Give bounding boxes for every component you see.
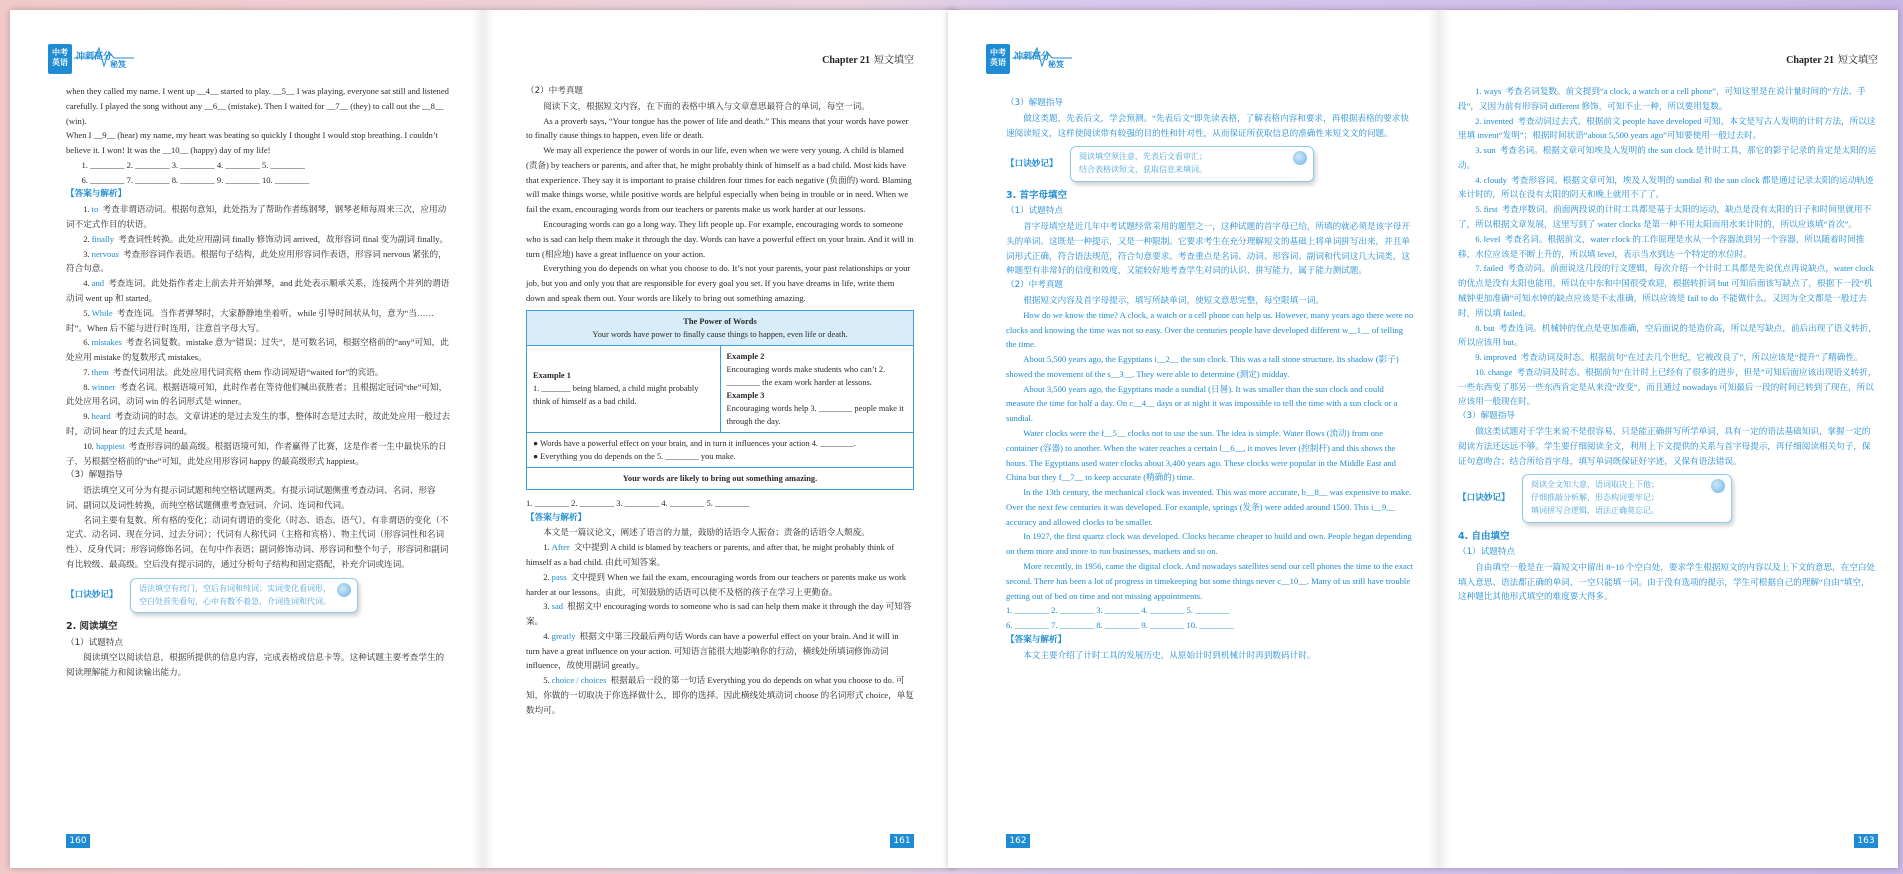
- answer-item: [526, 599, 914, 629]
- passage-paragraph: Encouraging words can go a long way. They lift people up. For example, encouraging words to someone who is sad can help them make it through the day. Words can have a powerful effect on your brain. And it will in turn (相应地) have a great influence on your action.: [526, 219, 914, 259]
- koujue-line: 语法填空有窍门，空后有词和纯词；实词变化看词形，: [139, 583, 331, 593]
- tips-heading: （3）解题指导: [1006, 98, 1064, 108]
- section-4-sub: （1）试题特点: [1458, 547, 1516, 558]
- bullet-cell: ● Words have a powerful effect on your brain, and in turn it influences your action 4. ________. ● Everything you do depends on the 5. ________ you make.: [527, 432, 914, 467]
- sub-heading: （2）中考真题: [1006, 280, 1064, 291]
- passage-line: when they called my name. I went up __4__ started to play. __5__ I was playing, everyone sat still and listened: [66, 86, 449, 96]
- answer-number: 3.: [1475, 145, 1482, 156]
- koujue-card: [1070, 146, 1314, 182]
- answer-word: happiest: [95, 440, 125, 451]
- answer-word: sad: [551, 601, 564, 612]
- answer-number: 8.: [83, 381, 90, 392]
- answer-explanation: 考查动词的时态。文章讲述的是过去发生的事，整体时态是过去时，故此处应用一般过去时，动词 hear 的过去式是 heard。: [66, 411, 451, 436]
- answer-explanation: 考查名词。根据文章可知埃及人发明的 the sun clock 是计时工具，那它的影子记录的肯定是太阳的运动。: [1458, 145, 1876, 170]
- section-3-text: 首字母填空是近几年中考试题经常采用的题型之一，这种试题的首字母已给，所填的就必须是该字母开头的单词。这既是一种提示，又是一种限制。它要求考生在充分理解短文的基础上将单词拼写出来，并且单词形式正确，符合语法规范，符合句意要求。考查重点是名词、动词、形容词、副词和代词这几大词类，这种题型有非常好的信度和效度，又能较好地考查学生对词的认识、拼写能力，属于能力测试题。: [1006, 221, 1410, 276]
- answer-explanation: 考查形容词的最高级。根据语境可知，作者赢得了比赛，这是作者一生中最快乐的日子，另根据空格前的“the”可知，此处应用形容词 happy 的最高级形式 happiest。: [66, 440, 447, 466]
- answer-explanation: 考查连词。此处指作者走上前去并开始弹琴，and 此处表示顺承关系，连接两个并列的谓语动词 went up 和 started。: [66, 278, 450, 303]
- answer-explanation: 考查形容词。根据文章可知，埃及人发明的 sundial 和 the sun clock 都是通过记录太阳的运动轨迹来计时的，所以在没有太阳的阴天和晚上就用不了了。: [1458, 174, 1874, 200]
- passage-paragraph: More recently, in 1956, came the digital clock. And nowadays satellites send our cell phones the time to the exact second. There has been a lot of progress in timekeeping but some things never c__10__. Many of us still have trouble getting out of bed on time and not missing appointments.: [1006, 561, 1414, 601]
- page-number: 161: [890, 834, 914, 848]
- section-3-heading: 3. 首字母填空: [1006, 189, 1068, 201]
- blank-lines: [66, 158, 452, 188]
- koujue-note: [66, 578, 452, 614]
- answer-explanation: 考查连词。当作者弹琴时，大家静静地坐着听，while 引导时间状从句，意为“当……时”。When 后不能与进行时连用，注意首字母大写。: [66, 307, 435, 333]
- answer-item: [66, 365, 452, 380]
- answer-item: [1458, 143, 1878, 173]
- answer-number: 6.: [1475, 233, 1482, 244]
- answer-word: sun: [1483, 145, 1496, 156]
- series-logo: [48, 44, 158, 84]
- right-spread: [948, 10, 1898, 868]
- answer-item: [1458, 350, 1878, 365]
- answer-intro: 本文是一篇议论文，阐述了语言的力量，鼓励的话语令人振奋；责备的话语令人颓废。: [543, 527, 870, 538]
- answer-word: to: [91, 204, 99, 215]
- blank-lines: 1. ________ 2. ________ 3. ________ 4. ________ 5. ________: [526, 497, 750, 508]
- passage-line: When I __9__ (hear) my name, my heart was beating so quickly I thought I would stop breathing. I couldn’t: [66, 130, 438, 141]
- answer-number: 5.: [83, 307, 90, 318]
- answer-explanation: 考查动词及时态。根据前句“在过去几个世纪，它被改良了”，所以应该是“提升”了精确性。: [1518, 352, 1863, 363]
- section-2-heading: 2. 阅读填空: [66, 621, 118, 633]
- passage-paragraph: We may all experience the power of words in our life, even when we were very young. A child is blamed (责备) by teachers or parents, and after that, he might probably think of himself as a bad child. Most kids have that experience. They say it is important to praise children four times for each negative (负面的) word. Blaming will make things worse, while positive words are helpful especially when being in trouble or in need. When we fail the exam, encouraging words from our teachers or parents make us work harder at our lessons.: [526, 145, 912, 215]
- series-logo: [986, 44, 1096, 84]
- answer-item: [1458, 84, 1878, 114]
- answer-item: [526, 570, 914, 600]
- answer-item: [66, 276, 452, 306]
- answer-number: 1.: [543, 542, 550, 553]
- tips-text: 做这类试题对于学生来说不是很容易，只是能正确拼写所学单词，具有一定的语法基础知识，掌握一定的阅读方法还远远不够。学生要仔细阅读全文，利用上下文提供的关系与首字母提示，再仔细阅读相关句子，保证句意吻合；结合所给首字母，填写单词既保证好字迹，又保有语法错误。: [1458, 425, 1871, 466]
- koujue-note: [1458, 474, 1878, 522]
- section-2-text: 阅读填空以阅读信息，根据所提供的信息内容，完成表格或信息卡等。这种试题主要考查学生的阅读理解能力和阅读输出能力。: [66, 652, 445, 678]
- tips-text: 做这类题，先表后文，学会预测。“先表后文”即先读表格，了解表格内容和要求，再根据表格的要求快速阅读短文，这样使阅读带有较强的目的性和针对性，从而保证所获取信息的准确性来短文文的问题。: [1006, 112, 1409, 138]
- koujue-line: 结合表格读短文，获取信息来填词。: [1079, 165, 1207, 175]
- answer-item: [66, 409, 452, 439]
- answer-item: [1458, 173, 1878, 203]
- koujue-line: 空白处首先看句，心中有数不着急，介词连词和代词。: [139, 596, 331, 606]
- page-160: [32, 10, 452, 868]
- answer-number: 2.: [1475, 115, 1482, 126]
- power-of-words-table: [526, 310, 914, 490]
- passage-line: believe it. I won! It was the __10__ (happy) day of my life!: [66, 145, 271, 156]
- koujue-card: [1522, 474, 1732, 522]
- answer-word: winner: [91, 381, 116, 392]
- logo-box: 中考 英语: [986, 44, 1010, 74]
- page-160-body: [66, 84, 452, 680]
- page-162: [984, 10, 1414, 868]
- koujue-line: 阅读全文知大意，语词取决上下他；: [1531, 480, 1659, 490]
- passage-paragraph: How do we know the time? A clock, a watch or a cell phone can help us. However, many years ago there were no clocks and knowing the time was not so easy. Over the centuries people have developed different w__1__ of telling the time.: [1006, 309, 1414, 350]
- answer-item: [66, 380, 452, 410]
- answer-explanation: 考查名词复数。mistake 意为“错误；过失”，是可数名词，根据空格前的“any”可知，此处应用 mistake 的复数形式 mistakes。: [66, 337, 449, 363]
- answer-number: 3.: [83, 248, 90, 259]
- section-4-text: 自由填空一般是在一篇短文中留出 8~10 个空白处，要求学生根据短文的内容以及上下文的意思，在空白处填入意思、语法都正确的单词，一空只能填一词。由于没有选项的提示，学生可根据自己的理解“自由”填空，这种题比其他形式填空的难度要大得多。: [1458, 561, 1876, 602]
- answer-explanation: 考查名词复数。前文提到“a clock, a watch or a cell phone”，可知这里是在说计量时间的“方法、手段”，又因为前有形容词 different 修饰，可知不止一种，所以要用复数。: [1458, 86, 1866, 111]
- example-1-cell: Example 1 1. _______ being blamed, a child might probably think of himself as a bad child.: [527, 345, 721, 432]
- reading-passage: [526, 114, 914, 306]
- answer-heading: 【答案与解析】: [526, 512, 587, 523]
- answer-number: 1.: [83, 204, 90, 215]
- answer-explanation: 考查动词过去式。根据前文 people have developed 可知，本文是写古人发明的计时方法，所以这里填 invent“发明”；根据时间状语“about 5,500 years ago”可知要使用一般过去时。: [1458, 115, 1876, 141]
- answer-item: [66, 306, 452, 336]
- answer-explanation: 考查序数词。前面两段说的计时工具都是基于太阳的运动，缺点是没有太阳的日子和时间里就用不了，所以根据文章发展，这里写到了 water clocks 是第一种不用太阳而用水来计时的，所以应该填“首次”。: [1458, 204, 1872, 230]
- logo-line2: 秘笈: [110, 60, 126, 69]
- instruction: 阅读下文，根据短文内容，在下面的表格中填入与文章意思最符合的单词，每空一词。: [543, 100, 870, 111]
- koujue-line: 填词拼写合逻辑，语法正确莫忘记。: [1531, 505, 1659, 515]
- passage-paragraph: In the 13th century, the mechanical clock was invented. This was more accurate, b__8__ was expensive to make. Over the next few centuries it was developed. For example, springs (发条) were added around 1500. This i__9__ accuracy and allowed clocks to be smaller.: [1006, 487, 1412, 527]
- logo-line1: 冲刺高分: [1014, 52, 1051, 62]
- answer-intro: 本文主要介绍了计时工具的发展历史，从原始计时到机械计时再到数码计时。: [1023, 649, 1316, 660]
- answer-word: After: [551, 542, 570, 553]
- answer-explanation: 考查动词。前面说这几段的行文逻辑，每次介绍一个计时工具都是先说优点再说缺点，water clock 的优点是没有太阳也能用，所以在中东和中国很受欢迎，根据转折词 but 可知后面该写缺点了，根据下一段“机械钟更加准确”可知水钟的缺点应该是不太准确，所以应该是 fail to do 不能做什么。又因为全文都是一般过去时，所以填 failed。: [1458, 263, 1874, 318]
- answer-item: [1458, 202, 1878, 232]
- page-number: 163: [1854, 834, 1878, 848]
- answer-item: [66, 335, 452, 365]
- answer-explanation: 根据文中第三段最后两句话 Words can have a powerful effect on your brain. And it will in turn have a great influence on your action. 可知语言能很大地影响你的行动，横线处所填词修饰动词 influence，故使用副词 greatly。: [526, 630, 899, 671]
- answer-number: 4.: [543, 630, 550, 641]
- answer-item: [526, 673, 914, 717]
- answer-explanation: 考查形容词作表语。根据句子结构，此处应用形容词作表语，形容词 nervous 紧张的，符合句意。: [66, 248, 447, 274]
- answer-list: [66, 202, 452, 468]
- answer-item: [66, 247, 452, 277]
- answer-number: 2.: [83, 233, 90, 244]
- table-title-cell: The Power of Words Your words have power to finally cause things to happen, even life or death.: [527, 310, 914, 345]
- answer-word: change: [1487, 366, 1513, 377]
- answer-word: improved: [1483, 352, 1517, 363]
- page-162-body: [1006, 96, 1414, 662]
- answer-number: 9.: [1475, 352, 1482, 363]
- answer-item: [66, 202, 452, 232]
- section-4-heading: 4. 自由填空: [1458, 530, 1510, 542]
- koujue-label: 【口诀妙记】: [66, 590, 118, 601]
- page-number: 160: [66, 834, 90, 848]
- table-footer: Your words are likely to bring out something amazing.: [527, 467, 914, 489]
- answer-word: and: [91, 278, 105, 289]
- answer-explanation: 考查动词及时态。根据前句“在计时上已经有了很多的进步，但是”可知后面应该出现语义转折，一些东西变了那另一些东西肯定是从来没“改变”，而且通过 nowadays 可知最后一段的时间已转到了现在，所以应该用一般现在时。: [1458, 366, 1877, 407]
- instruction: 根据短文内容及首字母提示，填写所缺单词，使短文意思完整，每空限填一词。: [1023, 294, 1324, 305]
- answer-word: mistakes: [91, 337, 122, 348]
- answer-word: While: [91, 307, 113, 318]
- passage-paragraph: About 3,500 years ago, the Egyptians made a sundial (日晷). It was smaller than the sun clock and could measure the time for half a day. On c__4__ days or at night it was impossible to tell the time with a sun clock or a sundial.: [1006, 383, 1398, 424]
- blank-line: 6. ________ 7. ________ 8. ________ 9. ________ 10. ________: [81, 174, 310, 185]
- answer-item: [1458, 261, 1878, 320]
- answer-word: heard: [91, 411, 111, 422]
- answer-word: greatly: [551, 630, 576, 641]
- answer-word: failed: [1483, 263, 1504, 274]
- answer-number: 4.: [1475, 174, 1482, 185]
- answer-number: 4.: [83, 278, 90, 289]
- passage-paragraph: As a proverb says, “Your tongue has the power of life and death.” This means that your words have power to finally cause things to happen, even life or death.: [526, 115, 909, 141]
- answer-explanation: 考查代词用法。此处应用代词宾格 them 作动词短语“waited for”的宾语。: [110, 366, 384, 377]
- sub-heading: （2）中考真题: [526, 86, 584, 96]
- reading-passage: [1006, 308, 1414, 604]
- answer-item: [1458, 232, 1878, 262]
- answer-item: [66, 439, 452, 469]
- passage-paragraph: About 5,500 years ago, the Egyptians i__2__ the sun clock. This was a tall stone structure. Its shadow (影子) showed the movement of the s__3__. They were able to determine (测定) midday.: [1006, 354, 1399, 379]
- answer-heading: 【答案与解析】: [66, 189, 127, 200]
- answer-explanation: 文中提到 A child is blamed by teachers or parents, and after that, he might probably think of himself as a bad child. 由此可知答案。: [526, 542, 895, 568]
- answer-item: [526, 629, 914, 673]
- koujue-note: [1006, 146, 1414, 182]
- answer-number: 3.: [543, 601, 550, 612]
- answer-number: 1.: [1475, 86, 1482, 96]
- answer-list: [1458, 84, 1878, 409]
- tips-heading: （3）解题指导: [1458, 411, 1516, 422]
- answer-explanation: 根据文中 encouraging words to someone who is sad can help them make it through the day 可知答案。: [526, 601, 912, 627]
- answer-item: [1458, 114, 1878, 144]
- answer-item: [1458, 321, 1878, 351]
- page-161-body: [526, 84, 914, 718]
- answer-item: [1458, 365, 1878, 409]
- answer-number: 5.: [1475, 204, 1482, 215]
- answer-explanation: 根据最后一段的第一句话 Everything you do depends on what you choose to do. 可知，你做的一切取决于你选择做什么，即你的选择。因此横线处填动词 choose 的名词形式 choice，单复数均可。: [526, 675, 914, 715]
- chapter-header: Chapter 21 短文填空: [1786, 55, 1878, 66]
- passage-line: carefully. I played the song without any __6__ (mistake). Then I waited for __7__ (they) to call out the __8__ (win).: [66, 100, 444, 126]
- logo-line1: 冲刺高分: [76, 52, 113, 62]
- koujue-label: 【口诀妙记】: [1458, 493, 1510, 504]
- answer-word: them: [91, 366, 109, 377]
- answer-number: 8.: [1475, 322, 1482, 333]
- blank-line: 1. ________ 2. ________ 3. ________ 4. ________ 5. ________: [81, 159, 305, 170]
- passage-paragraph: In 1927, the first quartz clock was developed. Clocks became cheaper to build and own. People began depending on them more and more to run businesses, markets and so on.: [1006, 531, 1412, 557]
- tips-text-2: 名词主要有复数、所有格的变化；动词有谓语的变化（时态、语态、语气），有非谓语的变化（不定式、动名词、现在分词、过去分词）；代词有人称代词（主格和宾格）、物主代词（形容词性和名词性）、反身代词；形容词修饰名词，在句中作表语；副词修饰动词、形容词和整个句子，形容词和副词有比较级、最高级。空后没有提示词的，通过分析句子结构和固定搭配，补充介词或连词。: [66, 514, 449, 569]
- page-161: [494, 10, 914, 868]
- answer-word: nervous: [91, 248, 119, 259]
- passage-paragraph: Everything you do depends on what you choose to do. It’s not your parents, your past relationships or your job, but you and only you that are responsible for every goal you set. If you have dreams in life, write them down and speak them out. Your words are likely to bring out something amazing.: [526, 263, 911, 303]
- passage-paragraph: Water clocks were the f__5__ clocks not to use the sun. The idea is simple. Water flows (流动) from one container (容器) to another. When the water reaches a certain l__6__, it moves lever (控制杆) and this shows the hours. The Egyptians used water clocks about 3,400 years ago. These clocks were popular in the Middle East and China but they f__7__ to keep accurate (精确的) time.: [1006, 427, 1396, 483]
- logo-line2: 秘笈: [1048, 60, 1064, 69]
- answer-word: first: [1483, 204, 1498, 215]
- answer-word: but: [1483, 322, 1495, 333]
- answer-number: 7.: [83, 366, 90, 377]
- blank-line: 6. ________ 7. ________ 8. ________ 9. ________ 10. ________: [1006, 620, 1234, 631]
- answer-word: cloudy: [1483, 174, 1508, 185]
- page-163-body: [1458, 84, 1878, 604]
- answer-list: [526, 540, 914, 717]
- answer-explanation: 考查名词。根据前文，water clock 的工作原理是水从一个容器流到另一个容器，所以随着时间推移，水位应该是不断上升的，所以填 level，表示当水到达一个特定的水位时。: [1458, 233, 1865, 259]
- page-number: 162: [1006, 834, 1030, 848]
- answer-number: 7.: [1475, 263, 1482, 274]
- example-2-3-cell: Example 2 Encouraging words make students who can’t 2. ________ the exam work harder at lessons. Example 3 Encouraging words help 3. ________ people make it through the day.: [720, 345, 914, 432]
- section-2-sub: （1）试题特点: [66, 637, 124, 648]
- koujue-card: [130, 578, 358, 614]
- answer-word: choice / choices: [551, 675, 607, 686]
- answer-explanation: 考查连词。机械钟的优点是更加准确，空后面说的是造价高，所以是写缺点，前后出现了语义转折，所以应该用 but。: [1458, 322, 1877, 348]
- answer-explanation: 考查非谓语动词。根据句意知，此处指为了帮助作者练钢琴，钢琴老师每周来三次，应用动词不定式作目的状语。: [66, 204, 447, 230]
- answer-number: 5.: [543, 675, 550, 686]
- passage-end: [66, 84, 452, 158]
- answer-heading: 【答案与解析】: [1006, 634, 1067, 645]
- koujue-line: 仔细推敲分析解，形态构词要牢记；: [1531, 493, 1659, 503]
- answer-word: invented: [1483, 115, 1514, 126]
- spine-shadow: [1428, 10, 1450, 868]
- koujue-line: 阅读填空须注意，先表后文看审汇；: [1079, 152, 1207, 162]
- answer-number: 10.: [1475, 366, 1486, 377]
- logo-box: 中考 英语: [48, 44, 72, 74]
- spine-shadow: [472, 10, 494, 868]
- answer-word: pass: [551, 571, 567, 582]
- blank-line: 1. ________ 2. ________ 3. ________ 4. ________ 5. ________: [1006, 605, 1230, 616]
- tips-text-1: 语法填空又可分为有提示词试题和纯空格试题两类。有提示词试题侧重考查动词、名词、形容词、副词以及词性转换，而纯空格试题侧重考查冠词、介词、连词和代词。: [66, 485, 436, 510]
- answer-number: 6.: [83, 337, 90, 348]
- answer-explanation: 文中提到 When we fail the exam, encouraging words from our teachers or parents make us work harder at our lessons。由此，可知鼓励的话语可以使不及格的孩子在学习上更勤奋。: [526, 571, 907, 597]
- answer-item: [66, 232, 452, 247]
- answer-number: 9.: [83, 411, 90, 422]
- answer-number: 2.: [543, 571, 550, 582]
- answer-explanation: 考查词性转换。此处应用副词 finally 修饰动词 arrived，故形容词 final 变为副词 finally。: [116, 233, 449, 244]
- answer-word: ways: [1483, 86, 1502, 96]
- answer-item: [526, 540, 914, 570]
- koujue-label: 【口诀妙记】: [1006, 158, 1058, 169]
- answer-word: finally: [91, 233, 115, 244]
- answer-word: level: [1483, 233, 1501, 244]
- page-163: [1458, 10, 1878, 868]
- section-3-sub: （1）试题特点: [1006, 206, 1064, 217]
- left-spread: [10, 10, 956, 868]
- chapter-header: Chapter 21 短文填空: [822, 55, 914, 66]
- answer-explanation: 考查名词。根据语境可知，此时作者在等待他们喊出获胜者；且根据定冠词“the”可知，此处应用名词，动词 win 的名词形式是 winner。: [66, 381, 448, 407]
- answer-number: 10.: [83, 440, 94, 451]
- tips-heading: （3）解题指导: [66, 470, 124, 481]
